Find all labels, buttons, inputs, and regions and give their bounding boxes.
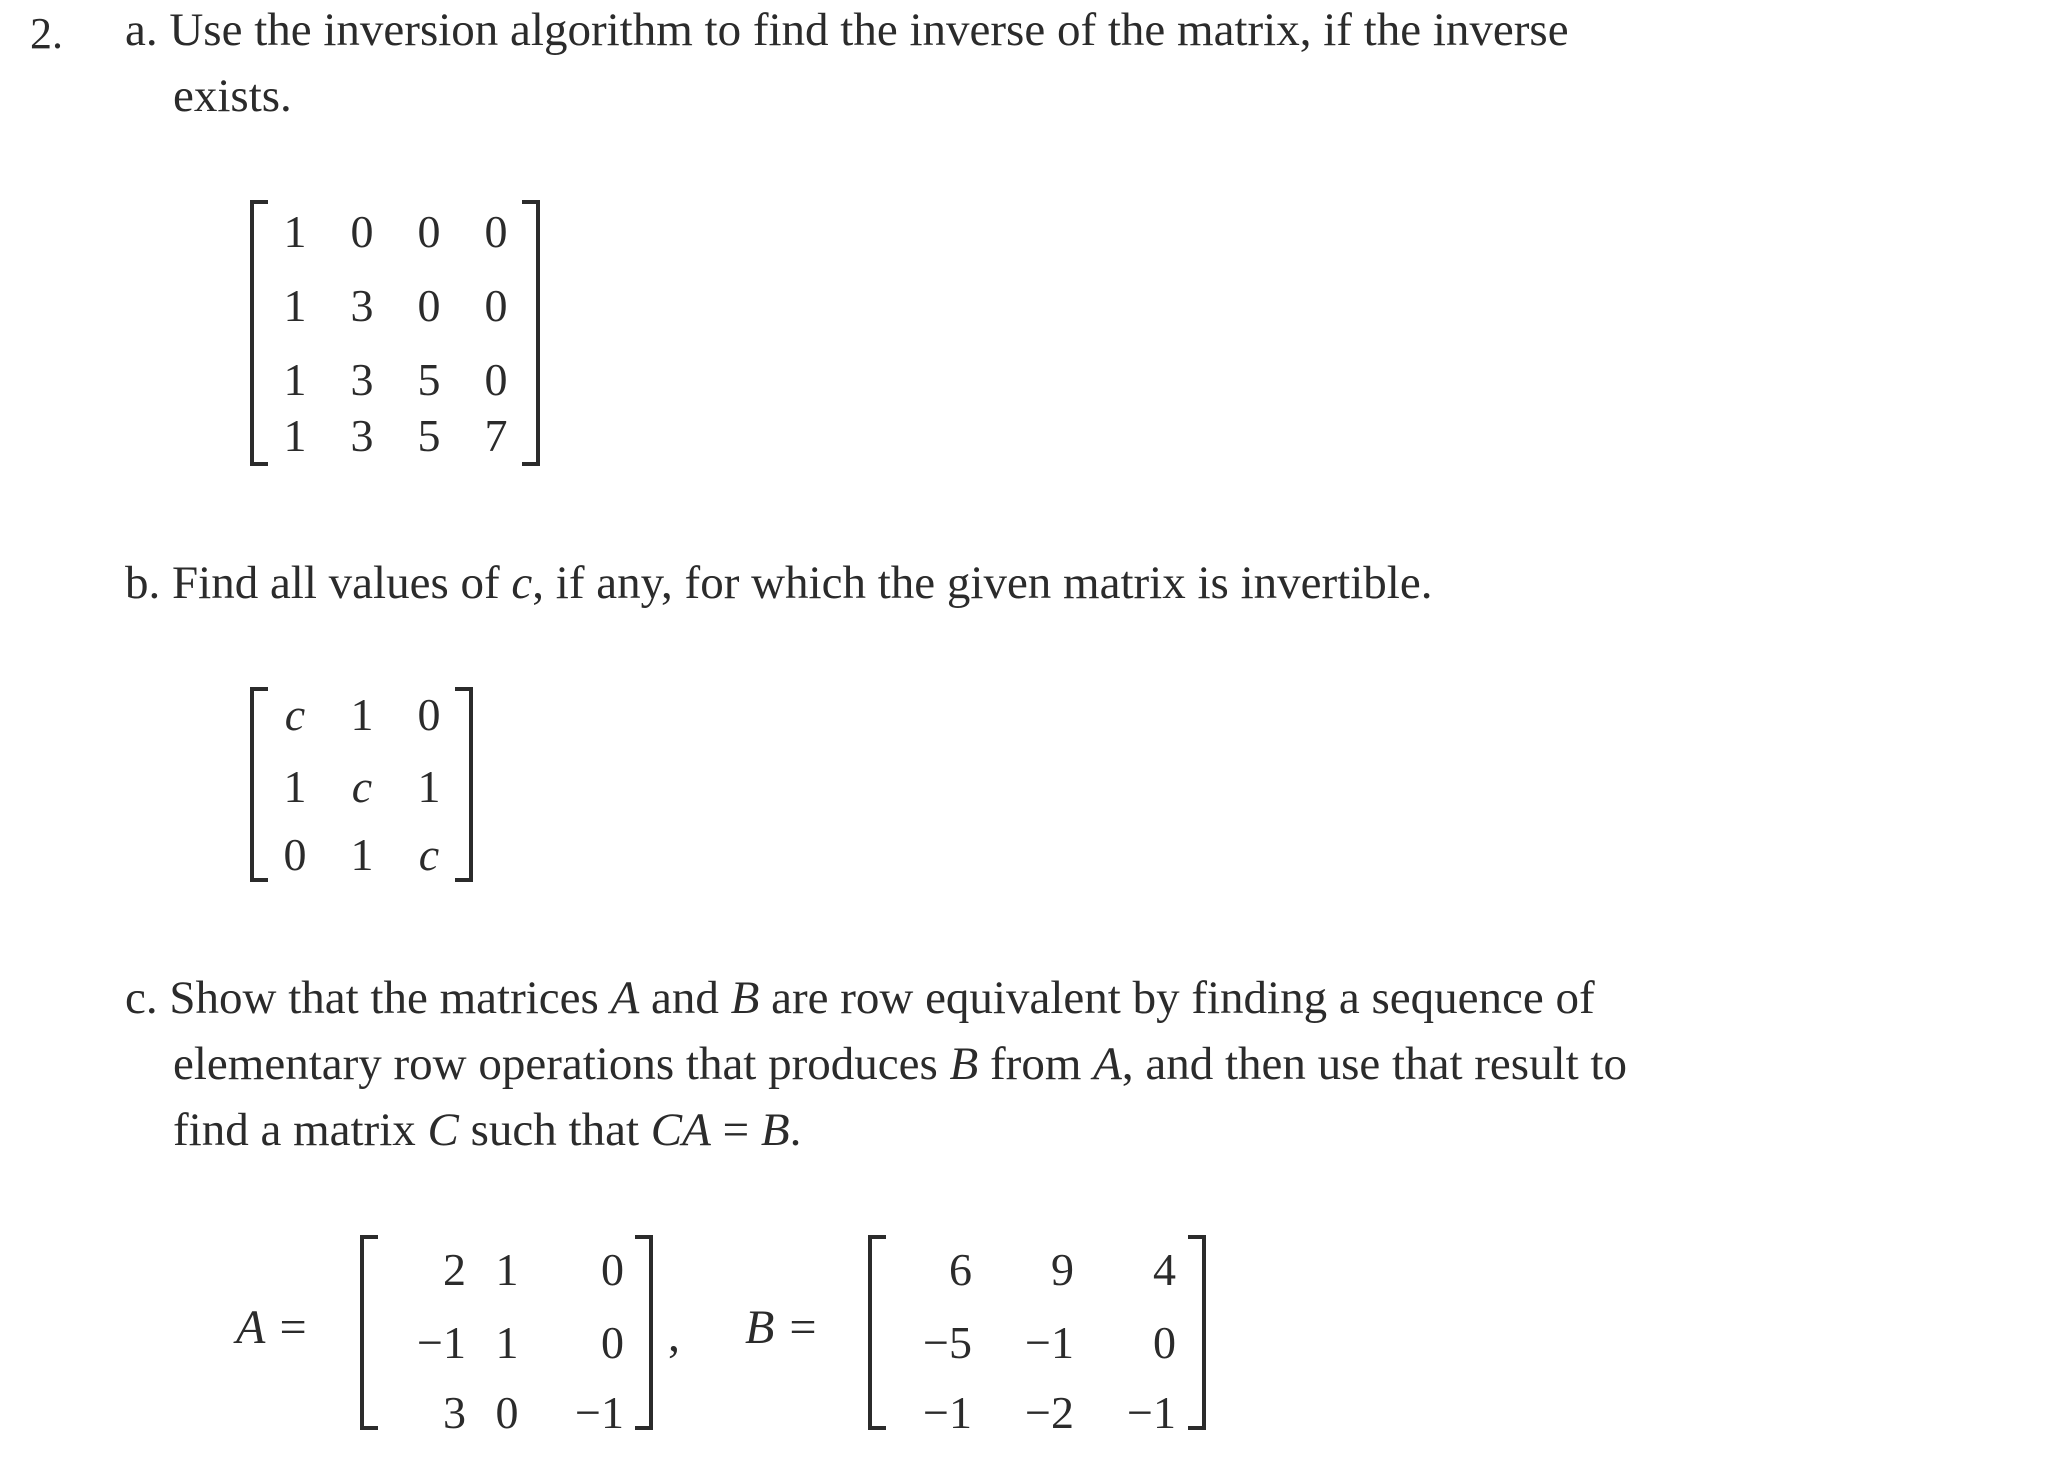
part-a-line2: exists. [173,70,292,122]
part-c-var-ca: CA [650,1104,711,1156]
matrix-B-cell: 6 [949,1244,972,1295]
matrix-B-cell: −2 [1025,1387,1074,1438]
matrix-B-label [745,1300,819,1355]
part-c-text: , and then use that result to [1121,1038,1627,1090]
part-c-var-b: B [760,1104,790,1156]
matrix-a-cell: 0 [484,280,508,331]
matrix-B-cell: −1 [1127,1387,1176,1438]
matrix-B-cell: −1 [1025,1317,1074,1368]
matrix-comma: , [668,1309,680,1362]
matrix-a-cell: 0 [417,280,441,331]
matrix-a-cell: 0 [350,206,374,257]
part-c-var-a: A [610,972,640,1024]
matrix-b-cell: 0 [283,829,307,880]
part-c-text: c. Show that the matrices [125,972,611,1024]
matrix-a-cell: 7 [484,410,508,461]
part-b-text-2: , if any, for which the given matrix is invertible. [532,557,1433,609]
matrix-A [360,1235,653,1438]
matrix-a-cell: 3 [350,410,374,461]
matrix-a-cell: 1 [283,280,307,331]
matrix-A-cell: 0 [601,1317,624,1368]
matrix-B-cell: 0 [1153,1317,1176,1368]
matrix-A-cell: 1 [495,1317,519,1368]
matrix-A-cell: 0 [601,1244,624,1295]
matrix-A-cell: −1 [575,1387,624,1438]
matrix-a-cell: 3 [350,280,374,331]
matrix-B-cell: 4 [1153,1244,1176,1295]
matrix-A-label [236,1300,309,1355]
problem-number: 2. [30,9,63,58]
part-b-line1 [125,550,1432,616]
matrix-b-cell: c [284,689,306,740]
part-c-var-a: A [1093,1038,1122,1090]
matrix-A-label-text: A = [236,1301,309,1354]
matrix-B [868,1235,1206,1438]
matrix-a-cell: 5 [417,410,441,461]
matrix-a-cell: 0 [484,206,508,257]
part-c-text: such that [458,1104,651,1156]
part-a-text [125,0,1569,129]
part-c-line3 [125,1097,1627,1163]
matrix-a-cell: 0 [484,354,508,405]
matrix-A-cell: −1 [417,1317,466,1368]
matrix-part-b [250,687,473,882]
matrix-b-cell: 0 [417,689,441,740]
matrix-part-a [250,200,540,466]
part-b-text [125,550,1432,616]
part-c-text: are row equivalent by finding a sequence of [759,972,1595,1024]
matrix-B-cell: −1 [923,1387,972,1438]
part-c-text: from [978,1038,1094,1090]
part-b-text-1: b. Find all values of [125,557,512,609]
matrix-b-cell: c [418,829,440,880]
matrix-a-cell: 0 [417,206,441,257]
part-c-text: elementary row operations that produces [173,1038,950,1090]
part-c-equals: = [710,1104,761,1156]
matrix-a-cell: 1 [283,354,307,405]
matrix-a-cell: 5 [417,354,441,405]
matrix-a-cell: 1 [283,410,307,461]
matrix-B-label-text: B = [745,1301,819,1354]
matrix-A-cell: 2 [443,1244,466,1295]
matrix-b-cell: c [351,761,373,812]
matrix-B-cell: 9 [1051,1244,1074,1295]
matrix-B-cell: −5 [923,1317,972,1368]
part-b-var: c [511,557,533,609]
part-c-var-c: C [427,1104,459,1156]
matrix-a-cell: 3 [350,354,374,405]
part-c-var-b: B [730,972,760,1024]
matrix-b-cell: 1 [283,761,307,812]
part-c-text [125,965,1627,1163]
matrix-b-cell: 1 [350,829,374,880]
matrix-A-cell: 1 [495,1244,519,1295]
part-c-text: and [639,972,731,1024]
part-c-line1 [125,965,1627,1031]
part-c-line2 [125,1031,1627,1097]
matrix-b-cell: 1 [417,761,441,812]
matrix-a-cell: 1 [283,206,307,257]
matrix-b-cell: 1 [350,689,374,740]
matrix-A-cell: 0 [495,1387,519,1438]
part-a-line1: a. Use the inversion algorithm to find the inverse of the matrix, if the inverse [125,4,1569,56]
part-c-text: find a matrix [173,1104,428,1156]
part-c-period: . [789,1104,802,1156]
part-c-var-b: B [949,1038,979,1090]
matrix-A-cell: 3 [443,1387,466,1438]
